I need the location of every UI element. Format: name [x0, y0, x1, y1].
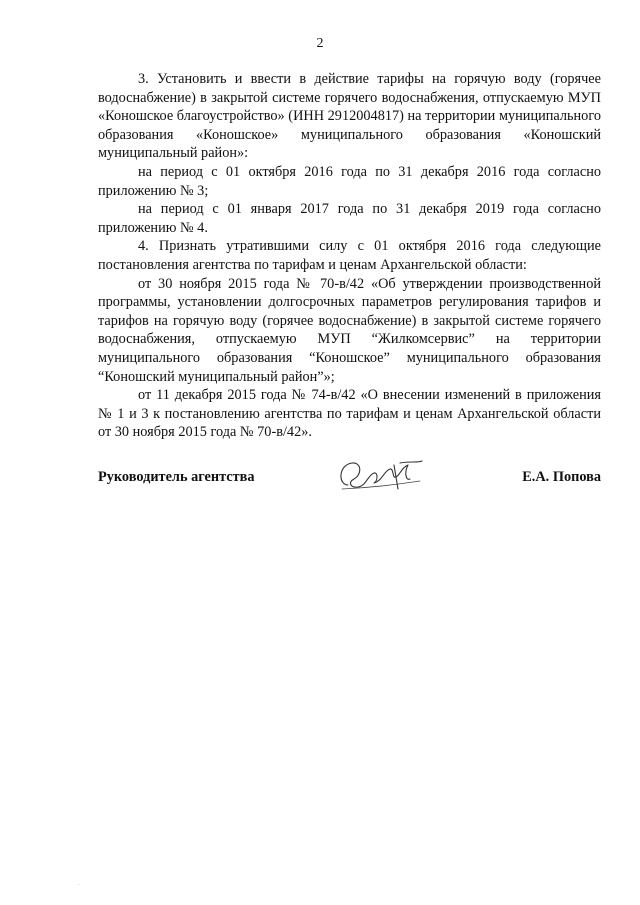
corner-mark: . — [78, 881, 80, 887]
signatory-title: Руководитель агентства — [98, 469, 255, 485]
document-body — [98, 70, 601, 442]
paragraph-resolution-70: от 30 ноября 2015 года № 70-в/42 «Об утверждении производственной программы, установлении долгосрочных параметров регулирования тарифов и тарифов на горячую воду (горячее водоснабжение) в закрытой системе горячего водоснабжения, отпускаемую МУП “Жилкомсервис” на территории муниципального образования “Коношское” муниципального образования “Коношский муниципальный район”»; — [98, 275, 601, 385]
signatory-name: Е.А. Попова — [522, 469, 601, 485]
paragraph-resolution-74: от 11 декабря 2015 года № 74-в/42 «О внесении изменений в приложения № 1 и 3 к постановлению агентства по тарифам и ценам Архангельской области от 30 ноября 2015 года № 70-в/42». — [98, 387, 601, 441]
page-number: 2 — [316, 36, 324, 51]
signature-block — [98, 463, 601, 503]
handwritten-signature — [334, 455, 426, 495]
paragraph-period-2017-2019: на период с 01 января 2017 года по 31 декабря 2019 года согласно приложению № 4. — [98, 201, 601, 236]
paragraph-period-2016: на период с 01 октября 2016 года по 31 декабря 2016 года согласно приложению № 3; — [98, 163, 601, 199]
paragraph-item-4: 4. Признать утратившими силу с 01 октября 2016 года следующие постановления агентства по тарифам и ценам Архангельской области: — [98, 238, 601, 273]
paragraph-item-3: 3. Установить и ввести в действие тарифы на горячую воду (горячее водоснабжение) в закрытой системе горячего водоснабжения, отпускаемую МУП «Коношское благоустройство» (ИНН 2912004817) на территории муниципального образования «Коношское» муниципального образования «Коношский муниципальный район»: — [98, 71, 601, 162]
